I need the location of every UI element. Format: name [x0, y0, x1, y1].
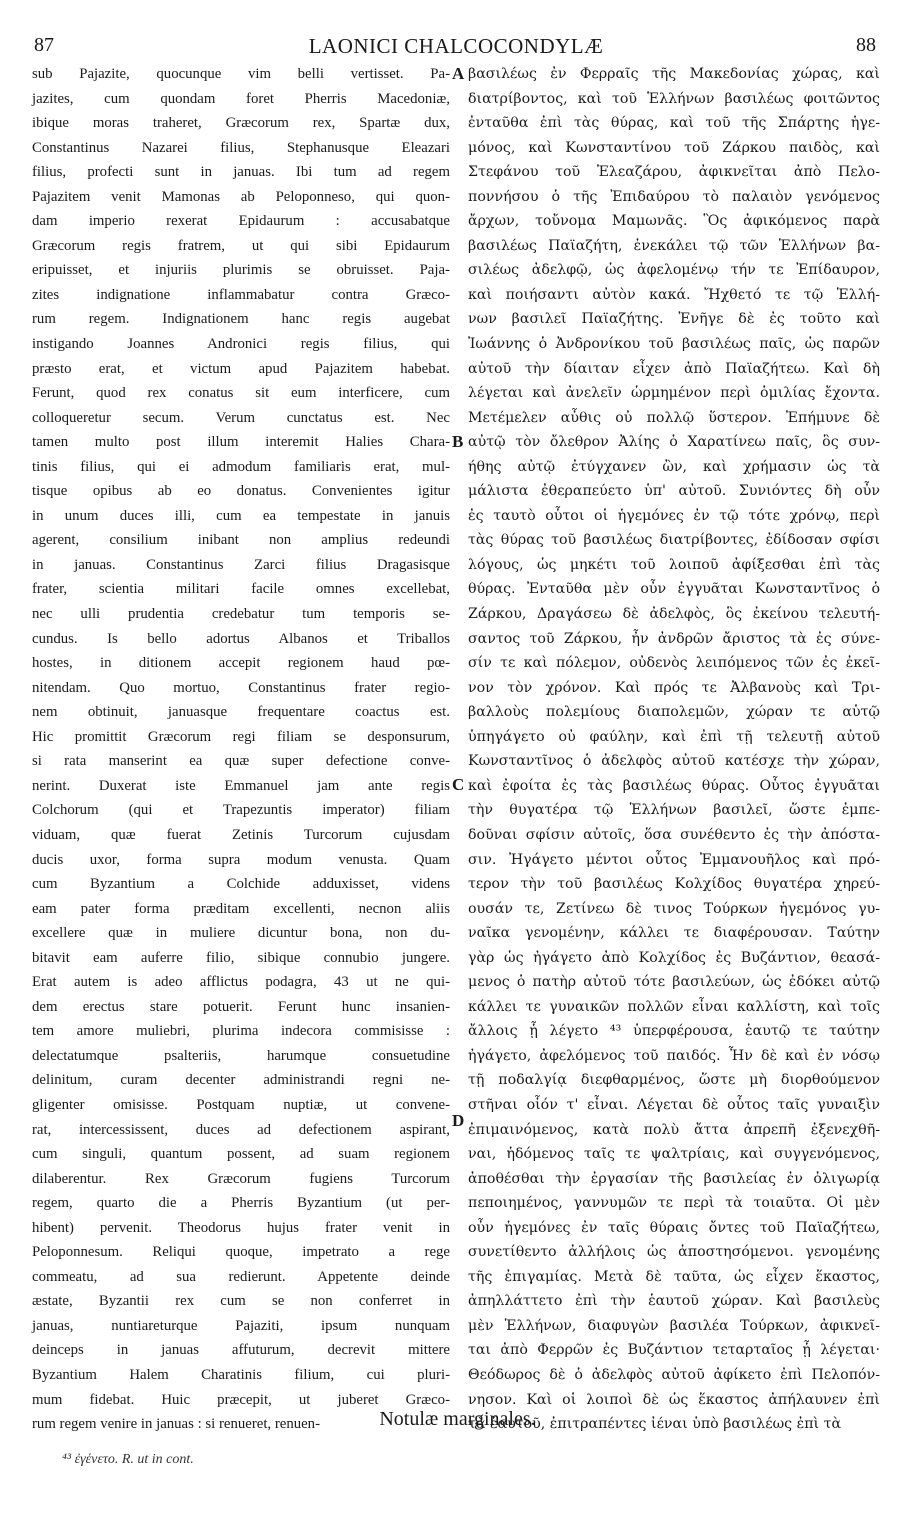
text-line: nem obtinuit, januasque frequentare coactus est. — [32, 704, 450, 721]
margin-marker-c: C — [452, 775, 465, 794]
greek-column — [468, 62, 880, 1433]
text-line: Byzantium Halem Charatinis filium, cui pluri- — [32, 1366, 450, 1383]
text-line: gligenter omisisse. Postquam nuptiæ, ut convene- — [32, 1096, 450, 1113]
text-line: ναι, ἡδόμενος ταῖς τε ψαλτρίαις, καὶ συγγενόμενος, — [468, 1146, 880, 1163]
text-line: πεποιημένος, γαννυμῶν τε περὶ τὰ τοιαῦτα. Οἱ μὲν — [468, 1195, 880, 1212]
text-line: μάλιστα ἐθεραπεύετο ὑπ' αὐτοῦ. Συνιόντες δὴ οὖν — [468, 483, 880, 500]
text-line: cum Byzantium a Colchide adduxisset, videns — [32, 876, 450, 893]
text-line: colloqueretur secum. Verum cunctatus est. Nec — [32, 409, 450, 426]
text-line: σίν τε καὶ πόλεμον, οὐδενὸς λειπόμενος τῶν ἐς ἐκεῖ- — [468, 655, 880, 672]
text-line: ἀπηλλάττετο ἐπὶ τὴν ἑαυτοῦ χώραν. Καὶ βασιλεὺς — [468, 1293, 880, 1310]
text-line: αὐτοῦ τὴν δίαιταν εἶχεν ἀπὸ Παϊαζήτεω. Καὶ δὴ — [468, 360, 880, 377]
text-line: δοῦναι σφίσιν αὐτοῖς, ὅσα συνέθεντο ἐς τὴν ἀπόστα- — [468, 826, 880, 843]
text-line: Hic promittit Græcorum regi filiam se desponsurum, — [32, 728, 450, 745]
text-line: frater, scientia militari facile omnes excellebat, — [32, 581, 450, 598]
text-line: bitavit eam auferre filio, sibique connubio jungere. — [32, 949, 450, 966]
marginal-note: ⁴³ ἐγένετο. R. ut in cont. — [62, 1452, 194, 1467]
text-line: γὰρ ὡς ἠγάγετο ἀπὸ Κολχίδος ἐς Βυζάντιον, θεασά- — [468, 949, 880, 966]
text-line: æstate, Byzantii rex cum se non conferret in — [32, 1293, 450, 1310]
text-line: ὑπηγάγετο οὐ φαύλην, καὶ ἐπὶ τῇ τελευτῇ αὐτοῦ — [468, 728, 880, 745]
text-line: λόγους, ὡς μηκέτι τοῦ λοιποῦ ἀφίξεσθαι ἐπὶ τὰς — [468, 556, 880, 573]
text-line: tinis filius, qui ei admodum familiaris erat, mul- — [32, 458, 450, 475]
text-line: dam imperio rexerat Epidaurum : accusabatque — [32, 213, 450, 230]
text-line: ἐς ταυτὸ οὗτοι οἱ ἡγεμόνες ἐν τῷ τότε χρόνῳ, περὶ — [468, 507, 880, 524]
text-line: ducis uxor, forma supra modum venusta. Quam — [32, 851, 450, 868]
text-line: ἐπιμαινόμενος, κατὰ πολὺ ἄττα ἀπρεπῆ ἐξενεχθῆ- — [468, 1121, 880, 1138]
text-line: Constantinus Nazarei filius, Stephanusque Eleazari — [32, 139, 450, 156]
text-line: στῆναι οἷόν τ' εἶναι. Λέγεται δὲ οὗτος ταῖς γυναιξὶν — [468, 1096, 880, 1113]
text-line: καὶ ἐφοίτα ἐς τὰς βασιλέως θύρας. Οὗτος ἐγγυᾶται — [468, 777, 880, 794]
text-line: rum regem venire in januas : si renueret, renuen- — [32, 1416, 321, 1433]
text-line: σιν. Ἠγάγετο μέντοι οὗτος Ἐμμανουῆλος καὶ πρό- — [468, 851, 880, 868]
text-line: nerint. Duxerat iste Emmanuel jam ante regis — [32, 777, 450, 794]
text-line: νον τὸν χρόνον. Καὶ πρός τε Ἀλβανοὺς καὶ Τρι- — [468, 679, 880, 696]
text-line: μόνος, καὶ Κωνσταντίνου τοῦ Ζάρκου παιδὸς, καὶ — [468, 139, 880, 156]
text-line: tamen multo post illum interemit Halies Chara- — [32, 434, 450, 451]
text-line: mum fidebat. Huic præcepit, ut juberet Græco- — [32, 1391, 450, 1408]
text-line: σαντος τοῦ Ζάρκου, ἦν ἀνδρῶν ἄριστος τὰ ἐς σύνε- — [468, 630, 880, 647]
margin-marker-b: B — [452, 432, 464, 451]
text-line: καὶ ποιήσαντι αὐτὸν κακά. Ἤχθετό τε τῷ Ἑλλή- — [468, 286, 880, 303]
text-line: regem, quarto die a Pherris Byzantium (ut per- — [32, 1195, 450, 1212]
text-line: præsto erat, et victum apud Pajazitem habebat. — [32, 360, 450, 377]
text-line: dilaberentur. Rex Græcorum fugiens Turcorum — [32, 1170, 450, 1187]
text-line: Ζάρκου, Δραγάσεω δὲ ἀδελφὸς, ὃς ἐκείνου τελευτή- — [468, 606, 880, 623]
text-line: τὴν θυγατέρα τῷ Ἑλλήνων βασιλεῖ, ὥστε ἐμπε- — [468, 802, 880, 819]
text-line: januas, nuntiareturque Pajaziti, ipsum nunquam — [32, 1317, 450, 1334]
text-line: Μετέμελεν αὖθις οὐ πολλῷ ὕστερον. Ἐπήμυνε δὲ — [468, 409, 880, 426]
text-line: eripuisset, et injuriis plurimis se obruisset. Paja- — [32, 262, 450, 279]
text-line: αὐτῷ τὸν ὄλεθρον Ἀλίης ὁ Χαρατίνεω παῖς, ὃς συν- — [468, 434, 880, 451]
text-line: deinceps in januas affuturum, decrevit mittere — [32, 1342, 450, 1359]
text-line: τὰς θύρας τοῦ βασιλέως διατρίβοντες, ἐδίδοσαν σφίσι — [468, 532, 880, 549]
text-line: μενος ὁ πατὴρ αὐτοῦ τότε βασιλεύων, ὡς ἐδόκει αὐτῷ — [468, 974, 880, 991]
text-line: σιλέως ἀδελφῷ, ὡς ἀφελομένῳ τήν τε Ἐπίδαυρον, — [468, 262, 880, 279]
text-line: tisque opibus ab eo donatus. Convenientes igitur — [32, 483, 450, 500]
text-line: viduam, quæ fuerat Zetinis Turcorum cujusdam — [32, 826, 450, 843]
text-line: λέγεται καὶ ἀνελεῖν ὡρμημένον περὶ ὁμιλίας ἔχοντα. — [468, 385, 880, 402]
page-header — [32, 30, 880, 58]
text-line: ποννήσου ὁ τῆς Ἐπιδαύρου τὸ παλαιὸν γενόμενος — [468, 188, 880, 205]
text-line: rum regem. Indignationem hanc regis augebat — [32, 311, 450, 328]
text-line: συνετίθεντο ἀλλήλοις ὡς ἀποστησόμενοι. γενομένης — [468, 1244, 880, 1261]
text-line: jazites, cum quondam foret Pherris Macedoniæ, — [32, 90, 450, 107]
text-line: sub Pajazite, quocunque vim belli vertisset. Pa- — [32, 66, 450, 82]
text-line: nitendam. Quo mortuo, Constantinus frater regio- — [32, 679, 450, 696]
text-line: cundus. Is bello adortus Albanos et Triballos — [32, 630, 450, 647]
text-line: ουσάν τε, Ζετίνεω δὲ τινος Τούρκων ἡγεμόνος γυ- — [468, 900, 880, 917]
text-line: Κωνσταντῖνος ὁ ἀδελφὸς αὐτοῦ κατέσχε τὴν χώραν, — [468, 753, 880, 770]
text-line: Peloponnesum. Reliqui quoque, impetrato a rege — [32, 1244, 450, 1261]
notulae-heading: Notulæ marginales. — [379, 1408, 536, 1430]
text-line: zites indignatione inflammabatur contra Græco- — [32, 286, 450, 303]
text-line: ἠγάγετο, ἀφελόμενος τοῦ παιδός. Ἦν δὲ καὶ ἐν νόσῳ — [468, 1047, 880, 1064]
page-number-left: 87 — [34, 34, 54, 56]
text-line: τερον τὴν τοῦ βασιλέως Κολχίδος θυγατέρα χηρεύ- — [468, 876, 880, 893]
text-line: ναῖκα γενομένην, κάλλει τε διαφέρουσαν. Ταύτην — [468, 925, 880, 942]
text-line: θύρας. Ἐνταῦθα μὲν οὖν ἐγγυᾶται Κωνσταντῖνος ὁ — [468, 581, 880, 598]
text-line: νησον. Καὶ οἱ λοιποὶ δὲ ὡς ἕκαστος ἀπήλαυνεν ἐπὶ — [468, 1391, 880, 1408]
latin-column — [32, 62, 450, 1433]
text-line: Ferunt, quod rex conatus sit eum interficere, cum — [32, 385, 450, 402]
text-line: Colchorum (qui et Trapezuntis imperator) filiam — [32, 802, 450, 819]
text-line: hibent) pervenit. Theodorus hujus frater venit in — [32, 1219, 450, 1236]
text-line: ibique moras traheret, Græcorum rex, Spartæ dux, — [32, 115, 450, 132]
text-line: Θεόδωρος δὲ ὁ ἀδελφὸς αὐτοῦ ἀφίκετο ἐπὶ Πελοπόν- — [468, 1366, 880, 1383]
text-line: Pajazitem venit Mamonas ab Peloponneso, qui quon- — [32, 188, 450, 205]
text-line: eam pater forma præditam excellenti, necnon aliis — [32, 900, 450, 917]
text-line: hostes, in ditionem accepit regionem haud pœ- — [32, 655, 450, 672]
text-line: delectatumque psalteriis, harumque consuetudine — [32, 1047, 450, 1064]
running-title: LAONICI CHALCOCONDYLÆ — [308, 34, 604, 58]
text-line: dem erectus stare potuerit. Ferunt hunc insanien- — [32, 998, 450, 1015]
text-line: tem amore muliebri, plurima indecora commisisse : — [32, 1023, 450, 1040]
text-line: Erat autem is adeo afflictus podagra, 43 ut ne qui- — [32, 974, 450, 991]
margin-marker-d: D — [452, 1111, 465, 1130]
text-line: Στεφάνου τοῦ Ἐλεαζάρου, ἀφικνεῖται ἀπὸ Πελο- — [468, 164, 880, 181]
text-line: nec ulli prudentia credebatur tum temporis se- — [32, 606, 450, 623]
text-line: ἄρχων, τοὔνομα Μαμωνᾶς. Ὃς ἀφικόμενος παρὰ — [468, 213, 880, 230]
margin-marker-a: A — [452, 64, 465, 83]
text-line: ἀποθέσθαι τὴν ἐργασίαν τῆς βασιλείας ἐν ὀλιγωρίᾳ — [468, 1170, 880, 1187]
text-line: delinitum, curam decenter administrandi regni ne- — [32, 1072, 450, 1089]
text-line: si rata manserint ea quæ super defectione conve- — [32, 753, 450, 770]
text-line: instigando Joannes Andronici regis filius, qui — [32, 336, 450, 353]
text-line: Græcorum regis fratrem, ut qui sibi Epidaurum — [32, 237, 450, 254]
text-line: commeatu, ad sua redierunt. Appetente deinde — [32, 1268, 450, 1285]
text-line: in januas. Constantinus Zarci filius Dragasisque — [32, 556, 450, 573]
page-number-right: 88 — [856, 34, 876, 56]
text-line: agerent, consilium inibant non amplius redeundi — [32, 532, 450, 549]
text-line: κάλλει τε γυναικῶν πολλῶν εἶναι καλλίστη, καὶ τοῖς — [468, 998, 880, 1015]
text-line: rat, intercessissent, duces ad defectionem aspirant, — [32, 1121, 450, 1138]
text-line: μὲν Ἑλλήνων, διαφυγὼν βασιλέα Τούρκων, ἀφικνεῖ- — [468, 1317, 880, 1334]
text-line: Ἰωάννης ὁ Ἀνδρονίκου τοῦ βασιλέως παῖς, ὡς παρῶν — [468, 336, 880, 353]
text-line: ται ἀπὸ Φερρῶν ἐς Βυζάντιον τεταρταῖος ᾗ λέγεται· — [468, 1342, 880, 1359]
text-line: ἄλλοις ᾗ λέγετο ⁴³ ὑπερφέρουσα, ἑαυτῷ τε ταύτην — [468, 1023, 880, 1040]
text-line: τὰ ἑαυτοῦ, ἐπιτραπέντες ἰέναι ὑπὸ βασιλέως ἐπὶ τὰ — [468, 1416, 842, 1433]
text-line: νων βασιλεῖ Παϊαζήτης. Ἐνῆγε δὲ ἐς τοῦτο καὶ — [468, 311, 880, 328]
text-line: οὖν ἡγεμόνες ἐν ταῖς θύραις ὄντες τοῦ Παϊαζήτεω, — [468, 1219, 880, 1236]
text-line: excellere quæ in muliere dicuntur bona, non du- — [32, 925, 450, 942]
text-line: βαλλοὺς πολεμίους διαπολεμῶν, χώραν τε αὑτῷ — [468, 704, 880, 721]
text-line: διατρίβοντος, καὶ τοῦ Ἑλλήνων βασιλέως φοιτῶντος — [468, 90, 880, 107]
text-line: filius, profecti sunt in januas. Ibi tum ad regem — [32, 164, 450, 181]
text-line: τῇ ποδαλγίᾳ διεφθαρμένος, ὥστε μὴ διορθούμενον — [468, 1072, 880, 1089]
text-line: ἐνταῦθα ἐπὶ τὰς θύρας, καὶ τοῦ τῆς Σπάρτης ἡγε- — [468, 115, 880, 132]
text-line: in unum duces illi, cum ea tempestate in januis — [32, 507, 450, 524]
text-line: cum singuli, quantum possent, ad suam regionem — [32, 1146, 450, 1163]
text-line: βασιλέως ἐν Φερραῖς τῆς Μακεδονίας χώρας, καὶ — [468, 66, 880, 82]
text-line: τῆς ἐπιγαμίας. Μετὰ δὲ ταῦτα, ὡς εἶχεν ἕκαστος, — [468, 1268, 880, 1285]
text-line: ήθης αὐτῷ ἐτύγχανεν ὢν, καὶ χρήμασιν ὡς τὰ — [468, 458, 880, 475]
text-line: βασιλέως Παϊαζήτη, ἐνεκάλει τῷ τῶν Ἑλλήνων βα- — [468, 237, 880, 254]
